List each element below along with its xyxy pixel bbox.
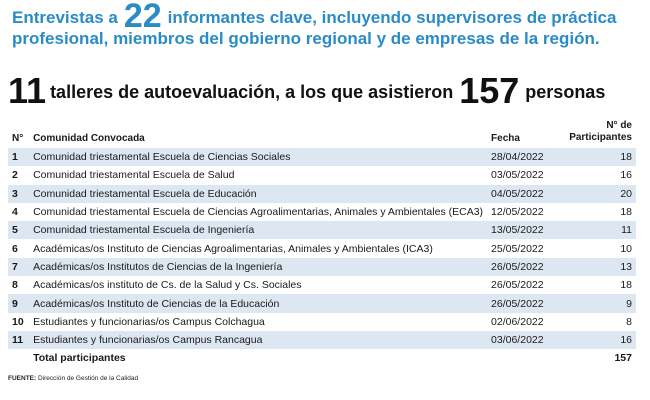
row-comunidad: Estudiantes y funcionarias/os Campus Colchagua: [33, 315, 265, 328]
row-number: 6: [12, 242, 18, 255]
column-header-fecha: Fecha: [491, 133, 520, 144]
total-spacer-2: [487, 349, 565, 367]
row-participantes: 18: [620, 279, 632, 292]
table-row: [8, 276, 636, 294]
row-comunidad: Académicas/os instituto de Cs. de la Salud y Cs. Sociales: [33, 279, 302, 292]
row-comunidad: Comunidad triestamental Escuela de Ciencias Agroalimentarias, Animales y Ambientales (ECA3): [33, 206, 484, 219]
headline-interviews-suffix: informantes clave, incluyendo supervisores de práctica profesional, miembros del gobierno regional y de empresas de la región.: [12, 8, 617, 48]
row-fecha: 26/05/2022: [487, 258, 565, 276]
source-label: FUENTE:: [8, 375, 37, 382]
headline-workshops-number: 11: [8, 70, 47, 111]
row-fecha: 26/05/2022: [491, 279, 544, 292]
row-comunidad: Comunidad triestamental Escuela de Ingeniería: [29, 221, 487, 239]
source-note: [8, 375, 138, 382]
headline-workshops-suffix: personas: [525, 82, 606, 102]
row-number: 8: [12, 279, 18, 292]
row-participantes: 11: [565, 221, 636, 239]
row-number: 2: [12, 169, 18, 182]
row-number: 3: [8, 185, 29, 203]
total-spacer: [8, 349, 29, 367]
column-header-num: N°: [12, 133, 24, 144]
row-comunidad: Estudiantes y funcionarias/os Campus Rancagua: [29, 331, 487, 349]
headline-interviews-prefix: Entrevistas a: [12, 8, 118, 27]
row-number: 9: [8, 294, 29, 312]
table-row: [8, 294, 636, 312]
row-number: 5: [8, 221, 29, 239]
row-participantes: 16: [620, 169, 632, 182]
row-number: 1: [8, 148, 29, 166]
table-row: [8, 148, 636, 166]
row-comunidad: Académicas/os Institutos de Ciencias de la Ingeniería: [29, 258, 487, 276]
row-number: 7: [8, 258, 29, 276]
table-row: [8, 313, 636, 331]
table-header-row: [8, 114, 636, 148]
column-header-participantes: N° de Participantes: [569, 120, 632, 143]
row-fecha: 25/05/2022: [491, 242, 544, 255]
row-comunidad: Académicas/os Instituto de Ciencias de la Educación: [29, 294, 487, 312]
headline-workshops: [8, 70, 648, 112]
row-fecha: 03/05/2022: [491, 169, 544, 182]
row-number: 10: [12, 315, 24, 328]
row-fecha: 02/06/2022: [491, 315, 544, 328]
row-participantes: 16: [565, 331, 636, 349]
headline-interviews-number: 22: [123, 0, 162, 35]
table-row: [8, 185, 636, 203]
row-fecha: 26/05/2022: [487, 294, 565, 312]
table-row: [8, 203, 636, 221]
total-label: Total participantes: [29, 349, 487, 367]
row-comunidad: Comunidad triestamental Escuela de Ciencias Sociales: [29, 148, 487, 166]
row-number: 11: [8, 331, 29, 349]
row-comunidad: Académicas/os Instituto de Ciencias Agroalimentarias, Animales y Ambientales (ICA3): [33, 242, 433, 255]
headline-interviews: [12, 0, 642, 49]
table-row: [8, 221, 636, 239]
row-participantes: 10: [620, 242, 632, 255]
table-row: [8, 166, 636, 184]
row-participantes: 8: [626, 315, 632, 328]
row-participantes: 18: [565, 148, 636, 166]
row-comunidad: Comunidad triestamental Escuela de Salud: [33, 169, 235, 182]
row-participantes: 9: [565, 294, 636, 312]
table-row: [8, 258, 636, 276]
column-header-comunidad: Comunidad Convocada: [33, 133, 145, 144]
row-participantes: 18: [620, 206, 632, 219]
headline-attendees-number: 157: [459, 70, 520, 111]
row-fecha: 04/05/2022: [487, 185, 565, 203]
row-participantes: 20: [565, 185, 636, 203]
row-comunidad: Comunidad triestamental Escuela de Educación: [29, 185, 487, 203]
source-text: Dirección de Gestión de la Calidad: [37, 375, 139, 382]
workshops-table: [8, 114, 636, 367]
row-fecha: 28/04/2022: [487, 148, 565, 166]
row-fecha: 13/05/2022: [487, 221, 565, 239]
row-fecha: 03/06/2022: [487, 331, 565, 349]
row-number: 4: [12, 206, 18, 219]
row-participantes: 13: [565, 258, 636, 276]
total-value: 157: [565, 349, 636, 367]
table-row: [8, 331, 636, 349]
row-fecha: 12/05/2022: [491, 206, 544, 219]
headline-workshops-middle: talleres de autoevaluación, a los que asistieron: [50, 82, 454, 102]
table-row: [8, 239, 636, 257]
total-row: [8, 349, 636, 367]
